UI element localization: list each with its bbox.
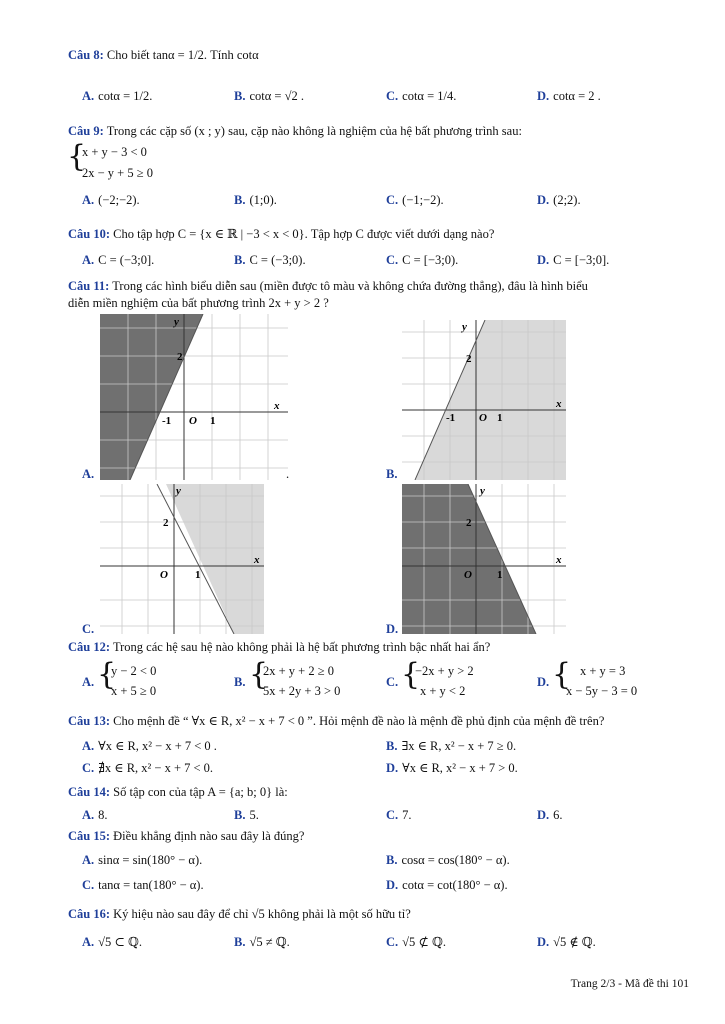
question-label: Câu 14: bbox=[68, 785, 111, 799]
option-letter: B. bbox=[234, 89, 246, 103]
option-a[interactable] bbox=[82, 675, 98, 690]
option-b[interactable] bbox=[234, 934, 290, 950]
option-letter: A. bbox=[82, 808, 95, 822]
option-a-dot: . bbox=[286, 467, 290, 481]
option-letter: A. bbox=[82, 739, 95, 753]
system-line: 2x + y + 2 ≥ 0 bbox=[263, 664, 334, 678]
option-letter: A. bbox=[82, 935, 95, 949]
option-letter: A. bbox=[82, 193, 95, 207]
origin-label: O bbox=[160, 569, 168, 581]
option-a[interactable] bbox=[82, 253, 154, 268]
system-line: y − 2 < 0 bbox=[111, 664, 157, 678]
option-text: 7. bbox=[402, 808, 412, 822]
option-letter: A. bbox=[82, 467, 95, 481]
option-b[interactable] bbox=[234, 808, 259, 823]
question-text: Trong các hệ sau hệ nào không phải là hệ bất phương trình bậc nhất hai ẩn? bbox=[112, 640, 491, 654]
system-line: 2x − y + 5 ≥ 0 bbox=[82, 166, 153, 180]
option-text: cotα = 2 . bbox=[553, 89, 601, 103]
option-letter: B. bbox=[234, 253, 246, 267]
system-line: 5x + 2y + 3 > 0 bbox=[263, 684, 341, 698]
question-11 bbox=[68, 279, 588, 294]
option-c[interactable] bbox=[386, 934, 446, 950]
option-text: ∀x ∈ R, x² − x + 7 < 0 . bbox=[98, 739, 217, 753]
question-label: Câu 9: bbox=[68, 124, 104, 138]
option-a[interactable] bbox=[82, 89, 152, 104]
option-c[interactable] bbox=[82, 878, 204, 893]
option-letter: C. bbox=[386, 935, 399, 949]
option-letter: D. bbox=[537, 253, 550, 267]
tick-neg1: -1 bbox=[162, 415, 172, 427]
option-c[interactable] bbox=[386, 675, 402, 690]
question-label: Câu 15: bbox=[68, 829, 111, 843]
option-text: (−2;−2). bbox=[98, 193, 140, 207]
tick-neg1: -1 bbox=[446, 412, 456, 424]
y-label: y bbox=[176, 485, 181, 497]
option-letter: B. bbox=[386, 467, 398, 481]
question-14 bbox=[68, 785, 288, 800]
option-text: C = [−3;0]. bbox=[553, 253, 610, 267]
option-letter: A. bbox=[82, 253, 95, 267]
option-text: √5 ⊄ ℚ. bbox=[402, 935, 447, 949]
origin-label: O bbox=[189, 415, 197, 427]
option-a[interactable] bbox=[82, 738, 217, 754]
graph-option-c[interactable] bbox=[100, 484, 264, 634]
option-letter: B. bbox=[234, 808, 246, 822]
option-letter: B. bbox=[234, 935, 246, 949]
question-text: Điều khẳng định nào sau đây là đúng? bbox=[113, 829, 305, 843]
question-text: Cho mệnh đề “ ∀x ∈ R, x² − x + 7 < 0 ”. Hỏi mệnh đề nào là mệnh đề phủ định của mệnh đề trên? bbox=[113, 714, 605, 728]
option-d[interactable] bbox=[386, 760, 518, 776]
option-b[interactable] bbox=[234, 89, 304, 104]
question-text-line2: diễn miền nghiệm của bất phương trình 2x + y > 2 ? bbox=[68, 296, 329, 310]
option-text: √5 ∉ ℚ. bbox=[553, 935, 596, 949]
question-label: Câu 13: bbox=[68, 714, 111, 728]
option-letter: C. bbox=[82, 761, 95, 775]
system-line: x + 5 ≥ 0 bbox=[111, 684, 157, 698]
option-c[interactable] bbox=[386, 89, 456, 104]
option-text: ∃x ∈ R, x² − x + 7 ≥ 0. bbox=[401, 739, 517, 753]
question-label: Câu 11: bbox=[68, 279, 110, 293]
option-text: 6. bbox=[553, 808, 563, 822]
option-letter: A. bbox=[82, 853, 95, 867]
option-d[interactable] bbox=[537, 193, 581, 208]
option-letter: C. bbox=[386, 253, 399, 267]
option-b[interactable] bbox=[234, 253, 306, 268]
option-letter: C. bbox=[386, 193, 399, 207]
option-text: cotα = 1/4. bbox=[402, 89, 457, 103]
option-text: (−1;−2). bbox=[402, 193, 444, 207]
option-text: sinα = sin(180° − α). bbox=[98, 853, 203, 867]
option-letter: D. bbox=[537, 935, 550, 949]
question-label: Câu 12: bbox=[68, 640, 111, 654]
question-15 bbox=[68, 829, 304, 844]
option-a[interactable] bbox=[82, 467, 98, 482]
system-brace: { bbox=[67, 139, 87, 174]
option-letter: A. bbox=[82, 675, 95, 689]
option-letter: B. bbox=[386, 739, 398, 753]
option-a[interactable] bbox=[82, 808, 108, 823]
x-label: x bbox=[254, 554, 260, 566]
question-9 bbox=[68, 124, 522, 139]
question-13 bbox=[68, 713, 604, 729]
question-label: Câu 10: bbox=[68, 227, 111, 241]
option-c[interactable] bbox=[82, 760, 213, 776]
option-b[interactable] bbox=[234, 675, 249, 690]
option-text: ∄x ∈ R, x² − x + 7 < 0. bbox=[98, 761, 214, 775]
option-text: tanα = tan(180° − α). bbox=[98, 878, 204, 892]
option-c[interactable] bbox=[82, 622, 98, 637]
option-letter: D. bbox=[386, 622, 399, 636]
option-text: √5 ⊂ ℚ. bbox=[98, 935, 143, 949]
option-letter: D. bbox=[537, 675, 550, 689]
option-d[interactable] bbox=[537, 675, 553, 690]
question-8 bbox=[68, 48, 259, 63]
graph-option-d[interactable] bbox=[402, 484, 566, 634]
option-letter: A. bbox=[82, 89, 95, 103]
tick-2: 2 bbox=[466, 517, 472, 529]
tick-2: 2 bbox=[163, 517, 169, 529]
question-12 bbox=[68, 640, 490, 655]
option-letter: C. bbox=[82, 878, 95, 892]
question-text: Cho tập hợp C = {x ∈ ℝ | −3 < x < 0}. Tập hợp C được viết dưới dạng nào? bbox=[113, 227, 495, 241]
option-b[interactable] bbox=[386, 853, 510, 868]
option-d[interactable] bbox=[537, 934, 596, 950]
option-text: cotα = cot(180° − α). bbox=[402, 878, 508, 892]
option-b[interactable] bbox=[386, 738, 516, 754]
option-c[interactable] bbox=[386, 193, 444, 208]
option-text: cotα = √2 . bbox=[249, 89, 304, 103]
tick-2: 2 bbox=[177, 351, 183, 363]
option-text: C = (−3;0). bbox=[249, 253, 306, 267]
system-brace: { bbox=[249, 657, 269, 692]
tick-1: 1 bbox=[195, 569, 201, 581]
option-letter: D. bbox=[386, 878, 399, 892]
question-text: Trong các hình biểu diễn sau (miền được tô màu và không chứa đường thẳng), đâu là hình biểu bbox=[112, 279, 588, 293]
question-16 bbox=[68, 907, 411, 922]
origin-label: O bbox=[464, 569, 472, 581]
system-brace: { bbox=[552, 657, 572, 692]
y-label: y bbox=[480, 485, 485, 497]
option-letter: B. bbox=[234, 193, 246, 207]
option-text: √5 ≠ ℚ. bbox=[249, 935, 290, 949]
option-a[interactable] bbox=[82, 193, 140, 208]
question-label: Câu 8: bbox=[68, 48, 104, 62]
tick-1: 1 bbox=[210, 415, 216, 427]
option-b[interactable] bbox=[386, 467, 401, 482]
option-a[interactable] bbox=[82, 853, 202, 868]
system-brace: { bbox=[401, 657, 421, 692]
x-label: x bbox=[556, 554, 562, 566]
question-text: Cho biết tanα = 1/2. Tính cotα bbox=[106, 48, 259, 62]
option-text: cotα = 1/2. bbox=[98, 89, 153, 103]
tick-2: 2 bbox=[466, 353, 472, 365]
option-c[interactable] bbox=[386, 253, 458, 268]
option-text: (2;2). bbox=[553, 193, 581, 207]
option-d[interactable] bbox=[537, 89, 601, 104]
option-letter: C. bbox=[386, 89, 399, 103]
option-text: 5. bbox=[249, 808, 259, 822]
system-line: x + y < 2 bbox=[420, 684, 466, 698]
option-letter: D. bbox=[537, 89, 550, 103]
option-letter: B. bbox=[386, 853, 398, 867]
option-letter: D. bbox=[537, 193, 550, 207]
option-letter: C. bbox=[386, 675, 399, 689]
option-letter: B. bbox=[234, 675, 246, 689]
option-text: 8. bbox=[98, 808, 108, 822]
option-text: cosα = cos(180° − α). bbox=[401, 853, 510, 867]
option-text: (1;0). bbox=[249, 193, 277, 207]
question-text: Trong các cặp số (x ; y) sau, cặp nào không là nghiệm của hệ bất phương trình sau: bbox=[106, 124, 522, 138]
option-letter: D. bbox=[537, 808, 550, 822]
option-c[interactable] bbox=[386, 808, 412, 823]
system-line: x + y − 3 < 0 bbox=[82, 145, 147, 159]
x-label: x bbox=[274, 400, 280, 412]
y-label: y bbox=[174, 316, 179, 328]
question-text: Số tập con của tập A = {a; b; 0} là: bbox=[113, 785, 288, 799]
tick-1: 1 bbox=[497, 412, 503, 424]
option-letter: D. bbox=[386, 761, 399, 775]
system-line: x − 5y − 3 = 0 bbox=[566, 684, 638, 698]
option-d[interactable] bbox=[386, 878, 508, 893]
option-a[interactable] bbox=[82, 934, 142, 950]
system-line: −2x + y > 2 bbox=[415, 664, 474, 678]
option-d[interactable] bbox=[537, 808, 563, 823]
option-text: ∀x ∈ R, x² − x + 7 > 0. bbox=[402, 761, 518, 775]
system-line: x + y = 3 bbox=[580, 664, 626, 678]
tick-1: 1 bbox=[497, 569, 503, 581]
system-brace: { bbox=[97, 657, 117, 692]
option-d[interactable] bbox=[537, 253, 609, 268]
question-label: Câu 16: bbox=[68, 907, 111, 921]
option-letter: C. bbox=[386, 808, 399, 822]
question-10 bbox=[68, 226, 494, 242]
graph-option-a[interactable] bbox=[100, 314, 288, 480]
x-label: x bbox=[556, 398, 562, 410]
page-footer: Trang 2/3 - Mã đề thi 101 bbox=[570, 978, 689, 990]
question-text: Ký hiệu nào sau đây để chỉ √5 không phải là một số hữu tỉ? bbox=[113, 907, 411, 921]
option-text: C = (−3;0]. bbox=[98, 253, 155, 267]
y-label: y bbox=[462, 321, 467, 333]
option-b[interactable] bbox=[234, 193, 277, 208]
origin-label: O bbox=[479, 412, 487, 424]
option-d[interactable] bbox=[386, 622, 402, 637]
graph-option-b[interactable] bbox=[402, 320, 566, 480]
option-letter: C. bbox=[82, 622, 95, 636]
option-text: C = [−3;0). bbox=[402, 253, 459, 267]
